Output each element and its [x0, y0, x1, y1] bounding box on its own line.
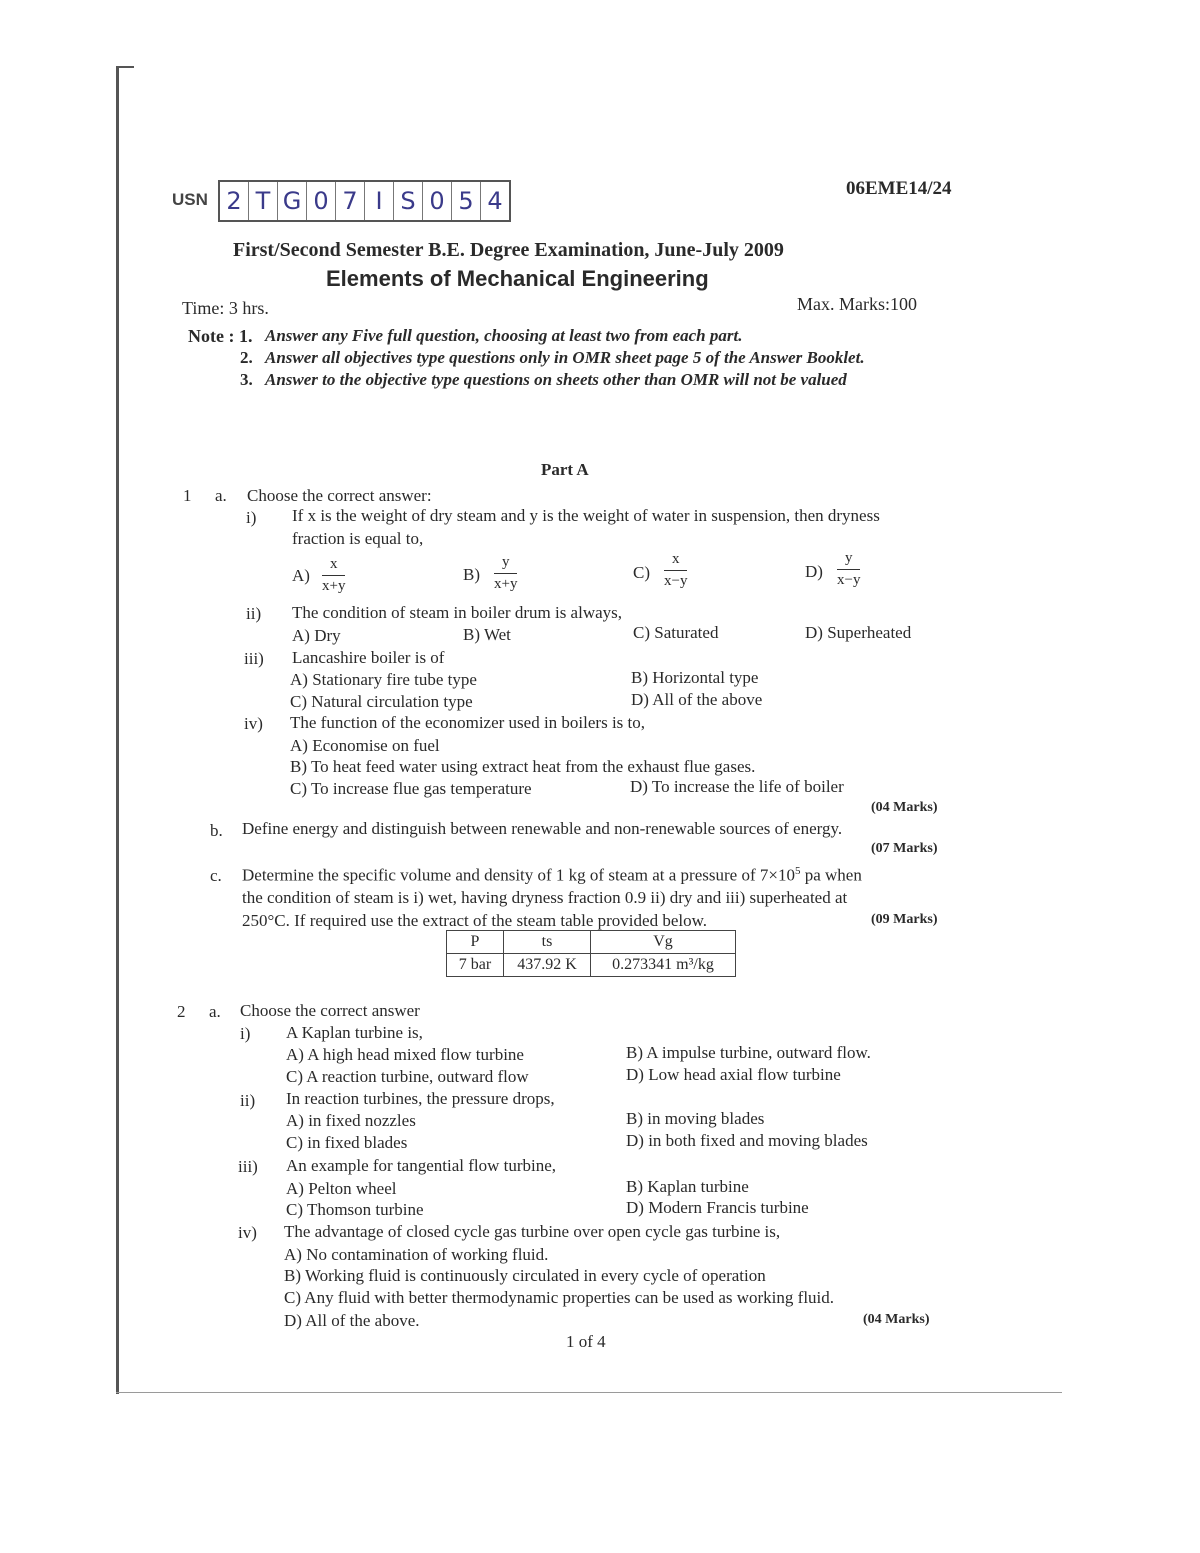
q1b-text: Define energy and distinguish between renewable and non-renewable sources of energy. [242, 819, 843, 838]
note-3: Answer to the objective type questions on sheets other than OMR will not be valued [265, 370, 847, 389]
table-cell: 0.273341 m³/kg [591, 954, 736, 977]
option-c-label: C) [633, 563, 650, 582]
q1a-label: a. [215, 486, 227, 505]
page-number: 1 of 4 [566, 1332, 606, 1351]
option-text: B) Horizontal type [631, 668, 759, 687]
q1a-text: Choose the correct answer: [247, 486, 432, 505]
table-cell: 7 bar [447, 954, 504, 977]
option-b-label: B) [463, 565, 480, 584]
table-cell: 437.92 K [504, 954, 591, 977]
option-text: A) in fixed nozzles [286, 1111, 416, 1130]
table-row [447, 954, 736, 977]
option-text: C) Natural circulation type [290, 692, 473, 711]
usn-digit: T [249, 182, 278, 220]
q2a-iii-label: iii) [238, 1157, 258, 1176]
q2a-iv-label: iv) [238, 1223, 257, 1242]
option-text: A) Stationary fire tube type [290, 670, 477, 689]
option-text: B) Wet [463, 625, 511, 644]
q2-number: 2 [177, 1002, 186, 1021]
q1b-label: b. [210, 821, 223, 840]
option-text: C) in fixed blades [286, 1133, 408, 1152]
q1c-text-cont: the condition of steam is i) wet, having dryness fraction 0.9 ii) dry and iii) superheated at [242, 888, 848, 907]
q1c-text-cont: 250°C. If required use the extract of the steam table provided below. [242, 911, 708, 930]
table-header: ts [504, 931, 591, 954]
option-text: D) All of the above [631, 690, 763, 709]
usn-digit: 4 [487, 187, 503, 215]
usn-digit: 0 [307, 182, 336, 220]
q1c-text: Determine the specific volume and density of 1 kg of steam at a pressure of $7\times 10^5$ pa when [242, 865, 862, 885]
marks-q1b: (07 Marks) [871, 841, 938, 856]
scan-top-edge [116, 66, 134, 68]
q2a-iii-text: An example for tangential flow turbine, [286, 1156, 557, 1175]
q1a-ii-text: The condition of steam in boiler drum is always, [292, 603, 623, 622]
option-text: B) To heat feed water using extract heat from the exhaust flue gases. [290, 757, 756, 776]
option-text: C) Thomson turbine [286, 1200, 424, 1219]
steam-table [446, 930, 736, 977]
option-d-label: D) [805, 562, 823, 581]
usn-box [218, 180, 511, 222]
marks-q2a: (04 Marks) [863, 1312, 930, 1327]
max-marks: Max. Marks:100 [797, 294, 917, 314]
option-text: A) A high head mixed flow turbine [286, 1045, 524, 1064]
option-text: A) Dry [292, 626, 341, 645]
part-heading: Part A [541, 460, 589, 479]
table-header: P [447, 931, 504, 954]
q1a-i-text: If x is the weight of dry steam and y is the weight of water in suspension, then dryness [292, 506, 880, 525]
usn-digit: 5 [452, 182, 481, 220]
option-text: C) To increase flue gas temperature [290, 779, 532, 798]
usn-label: USN [172, 190, 208, 209]
option-text: C) A reaction turbine, outward flow [286, 1067, 529, 1086]
option-a-label: A) [292, 566, 310, 585]
option-text: D) To increase the life of boiler [630, 777, 844, 796]
note-label: Note : 1. [188, 326, 253, 346]
option-text: D) All of the above. [284, 1311, 420, 1330]
table-header-row [447, 931, 736, 954]
q1a-i-text-cont: fraction is equal to, [292, 529, 424, 548]
table-header: Vg [591, 931, 736, 954]
subject-code: 06EME14/24 [846, 178, 952, 199]
usn-digit: I [365, 182, 394, 220]
q2a-i-text: A Kaplan turbine is, [286, 1023, 423, 1042]
scan-bottom-edge [116, 1392, 1062, 1393]
scan-left-edge [116, 66, 119, 1394]
option-text: D) Low head axial flow turbine [626, 1065, 841, 1084]
subject-title: Elements of Mechanical Engineering [326, 266, 709, 291]
usn-digit: S [394, 182, 423, 220]
q1-number: 1 [183, 486, 192, 505]
option-text: B) in moving blades [626, 1109, 765, 1128]
usn-digit: 2 [220, 182, 249, 220]
note-3-number: 3. [240, 370, 253, 389]
note-1: Answer any Five full question, choosing at least two from each part. [265, 326, 743, 345]
usn-digit: G [278, 182, 307, 220]
time-allowed: Time: 3 hrs. [182, 298, 269, 318]
q1c-label: c. [210, 866, 222, 885]
option-text: B) Kaplan turbine [626, 1177, 749, 1196]
marks-q1a: (04 Marks) [871, 800, 938, 815]
q2a-label: a. [209, 1002, 221, 1021]
usn-digit: 0 [423, 182, 452, 220]
q1a-iii-label: iii) [244, 649, 264, 668]
option-text: B) Working fluid is continuously circulated in every cycle of operation [284, 1266, 766, 1285]
fraction-option-a: x x+y [322, 556, 346, 594]
q1a-iii-text: Lancashire boiler is of [292, 648, 445, 667]
q1a-i-label: i) [246, 508, 257, 527]
q2a-i-label: i) [240, 1024, 251, 1043]
option-text: D) Modern Francis turbine [626, 1198, 809, 1217]
option-text: A) No contamination of working fluid. [284, 1245, 549, 1264]
q2a-iv-text: The advantage of closed cycle gas turbine over open cycle gas turbine is, [284, 1222, 781, 1241]
q2a-ii-text: In reaction turbines, the pressure drops, [286, 1089, 555, 1108]
option-text: C) Any fluid with better thermodynamic properties can be used as working fluid. [284, 1288, 835, 1307]
q2a-ii-label: ii) [240, 1091, 256, 1110]
exam-title: First/Second Semester B.E. Degree Examination, June-July 2009 [233, 239, 784, 261]
marks-q1c: (09 Marks) [871, 912, 938, 927]
q1a-ii-label: ii) [246, 604, 262, 623]
q2a-text: Choose the correct answer [240, 1001, 420, 1020]
fraction-option-d: y x−y [837, 550, 861, 588]
option-text: C) Saturated [633, 623, 719, 642]
option-text: D) in both fixed and moving blades [626, 1131, 868, 1150]
note-2: Answer all objectives type questions only in OMR sheet page 5 of the Answer Booklet. [265, 348, 865, 367]
option-text: B) A impulse turbine, outward flow. [626, 1043, 871, 1062]
note-2-number: 2. [240, 348, 253, 367]
q1a-iv-label: iv) [244, 714, 263, 733]
q1a-iv-text: The function of the economizer used in boilers is to, [290, 713, 646, 732]
fraction-option-c: x x−y [664, 551, 688, 589]
fraction-option-b: y x+y [494, 554, 518, 592]
option-text: A) Pelton wheel [286, 1179, 397, 1198]
usn-digit: 7 [336, 182, 365, 220]
option-text: D) Superheated [805, 623, 912, 642]
option-text: A) Economise on fuel [290, 736, 440, 755]
